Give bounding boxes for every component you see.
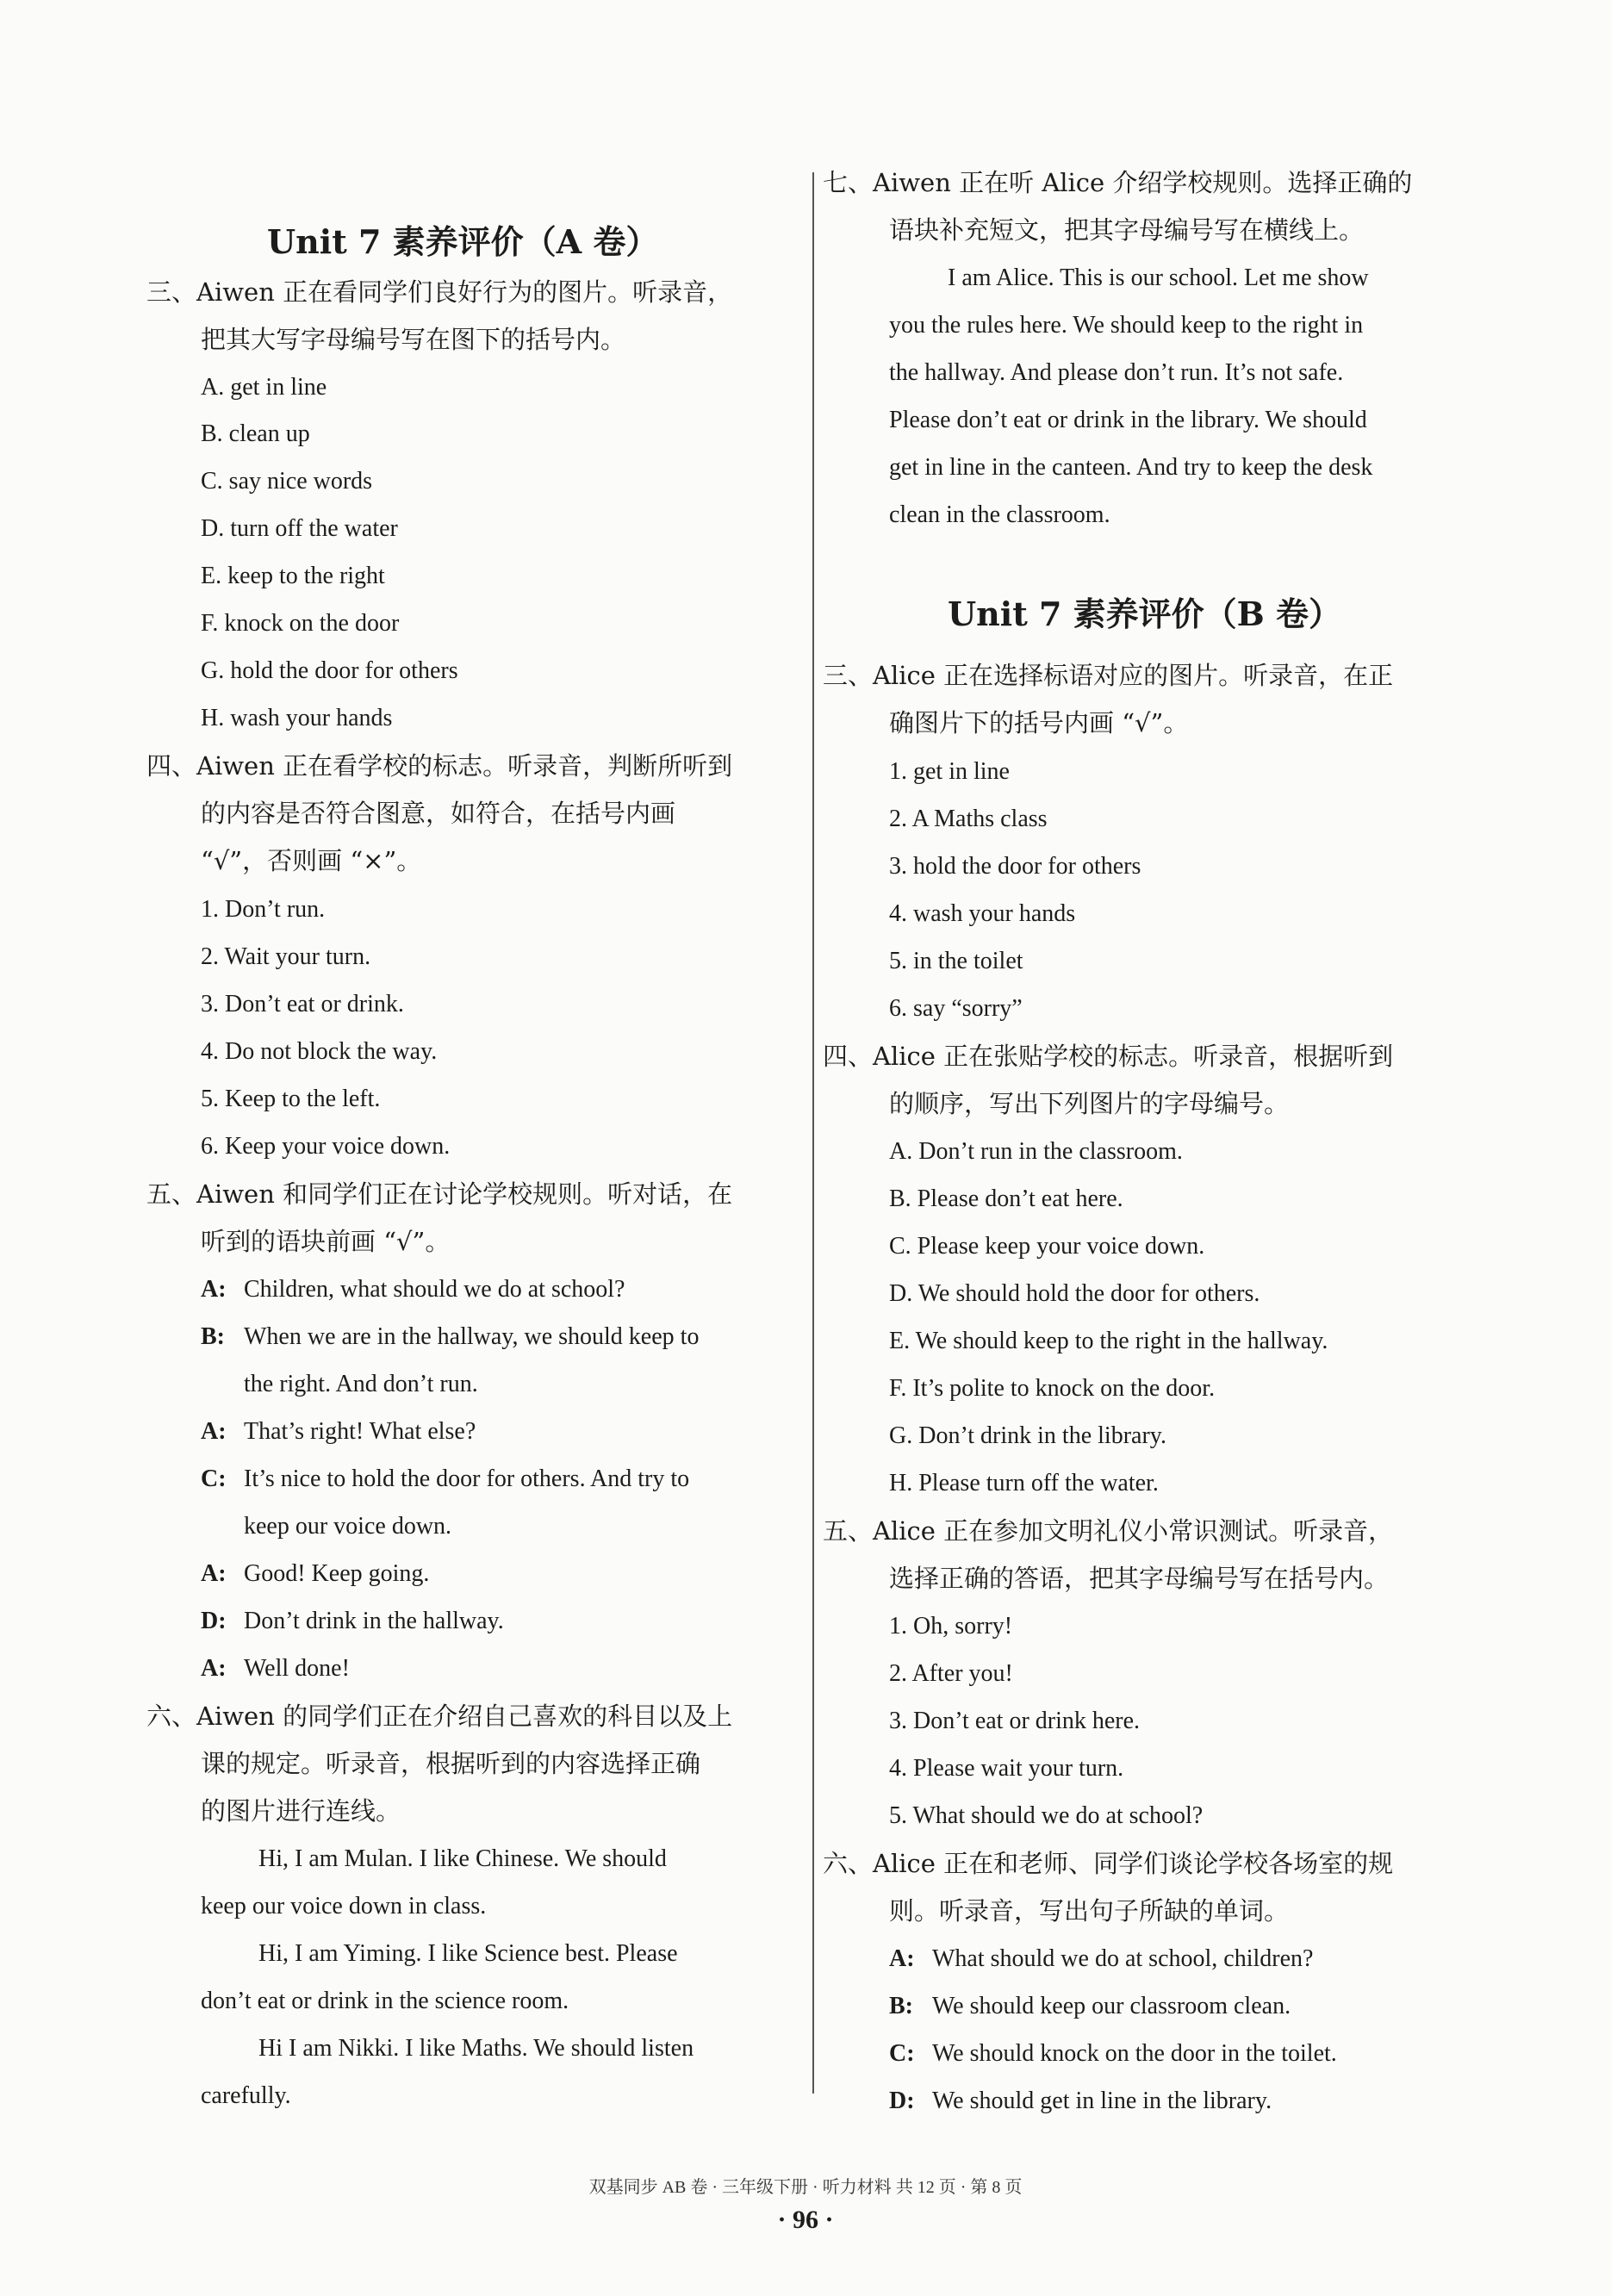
left-text-line: [201, 898, 325, 922]
right-text-line: [823, 1516, 1394, 1546]
right-text-line: [889, 361, 1343, 385]
left-text-line: [201, 1040, 437, 1064]
line-text: Hi, I am Mulan. I like Chinese. We should: [258, 1845, 667, 1872]
speaker-label: A:: [201, 1276, 227, 1303]
line-text: 6. say “sorry”: [889, 995, 1023, 1022]
right-text-line: [889, 1896, 1290, 1926]
right-text-line: [889, 1089, 1290, 1118]
line-text: F. It’s polite to knock on the door.: [889, 1375, 1216, 1402]
left-text-line: [258, 2037, 694, 2061]
right-text-line: [889, 1329, 1328, 1353]
line-text: don’t eat or drink in the science room.: [201, 1988, 569, 2014]
speaker-label: C:: [889, 2040, 915, 2067]
line-text: “√”，否则画 “×”。: [201, 846, 422, 875]
right-text-line: [889, 807, 1048, 831]
line-text: G. hold the door for others: [201, 657, 458, 684]
right-text-line: [889, 2042, 1337, 2066]
line-text: C. Please keep your voice down.: [889, 1233, 1205, 1260]
right-text-line: [889, 1472, 1159, 1496]
right-text-line: [889, 1282, 1260, 1306]
right-text-line: [889, 1804, 1203, 1828]
line-text: 4. Please wait your turn.: [889, 1755, 1124, 1782]
right-text-line: [889, 2089, 1272, 2113]
left-text-line: [201, 1278, 625, 1302]
left-text-line: [201, 1796, 401, 1826]
line-text: F. knock on the door: [201, 610, 400, 637]
line-text: keep our voice down in class.: [201, 1893, 487, 1920]
line-text: Please don’t eat or drink in the library. We should: [889, 407, 1367, 433]
left-text-line: [201, 1087, 380, 1111]
line-text: the hallway. And please don’t run. It’s not safe.: [889, 359, 1344, 386]
line-text: Children, what should we do at school?: [244, 1276, 625, 1303]
right-text-line: [889, 456, 1372, 480]
line-text: H. wash your hands: [201, 705, 393, 731]
line-text: 五、Alice 正在参加文明礼仪小常识测试。听录音，: [823, 1516, 1394, 1546]
line-text: E. keep to the right: [201, 563, 385, 589]
line-text: 三、Aiwen 正在看同学们良好行为的图片。听录音，: [146, 277, 733, 307]
speaker-label: A:: [201, 1418, 227, 1445]
left-text-line: [244, 1515, 451, 1539]
line-text: D. We should hold the door for others.: [889, 1280, 1260, 1307]
left-text-line: [201, 2084, 291, 2108]
left-text-line: [201, 706, 392, 731]
line-text: Good! Keep going.: [244, 1560, 430, 1587]
line-text: get in line in the canteen. And try to keep the desk: [889, 454, 1373, 481]
line-text: clean in the classroom.: [889, 501, 1110, 528]
left-text-line: [201, 1135, 450, 1159]
line-text: 课的规定。听录音，根据听到的内容选择正确: [201, 1749, 701, 1778]
right-text-line: [823, 663, 1393, 688]
line-text: 1. get in line: [889, 758, 1010, 785]
speaker-label: B:: [201, 1323, 225, 1350]
line-text: 4. Do not block the way.: [201, 1038, 438, 1065]
column-divider: [812, 172, 814, 2094]
right-text-line: [889, 997, 1023, 1021]
left-text-line: [201, 1657, 350, 1681]
line-text: It’s nice to hold the door for others. And try to: [244, 1465, 690, 1492]
line-text: 语块补充短文，把其字母编号写在横线上。: [889, 215, 1365, 245]
left-text-line: [201, 1420, 476, 1444]
line-text: 把其大写字母编号写在图下的括号内。: [201, 325, 626, 354]
line-text: 七、Aiwen 正在听 Alice 介绍学校规则。选择正确的: [823, 168, 1413, 197]
line-text: E. We should keep to the right in the hallway.: [889, 1328, 1328, 1354]
right-text-line: [823, 168, 1413, 197]
left-text-line: [201, 801, 675, 826]
line-text: 五、Aiwen 和同学们正在讨论学校规则。听对话，在: [146, 1179, 733, 1209]
left-text-line: [201, 327, 625, 352]
line-text: 则。听录音，写出句子所缺的单词。: [889, 1896, 1290, 1926]
line-text: When we are in the hallway, we should keep to: [244, 1323, 700, 1350]
left-text-line: [201, 1562, 429, 1586]
left-text-line: [201, 1325, 699, 1349]
right-text-line: [889, 760, 1010, 784]
line-text: 六、Alice 正在和老师、同学们谈论学校各场室的规: [823, 1849, 1394, 1878]
line-text: B. clean up: [201, 420, 310, 447]
line-text: 三、Alice 正在选择标语对应的图片。听录音，在正: [823, 661, 1394, 690]
line-text: 选择正确的答语，把其字母编号写在括号内。: [889, 1564, 1390, 1593]
right-text-line: [948, 266, 1369, 290]
right-text-line: [889, 902, 1075, 926]
left-text-line: [201, 422, 310, 446]
line-text: I am Alice. This is our school. Let me show: [948, 264, 1369, 291]
right-text-line: [889, 1709, 1140, 1733]
line-text: 3. hold the door for others: [889, 853, 1141, 880]
left-text-line: [146, 1704, 732, 1729]
left-text-line: [201, 564, 385, 588]
speaker-label: A:: [201, 1655, 227, 1682]
left-text-line: [146, 1179, 733, 1209]
line-text: 听到的语块前画 “√”。: [201, 1227, 451, 1256]
line-text: Hi, I am Yiming. I like Science best. Please: [258, 1940, 678, 1967]
speaker-label: C:: [201, 1465, 227, 1492]
left-text-line: [201, 612, 399, 636]
right-text-line: [889, 1424, 1166, 1448]
right-text-line: [889, 314, 1363, 338]
unit-title-b: Unit 7 素养评价（B 卷）: [948, 594, 1342, 633]
right-text-line: [889, 1187, 1123, 1211]
right-text-line: [889, 503, 1110, 527]
line-text: We should keep our classroom clean.: [932, 1993, 1291, 2019]
line-text: 5. in the toilet: [889, 948, 1023, 974]
left-text-line: [201, 1895, 486, 1919]
left-text-line: [201, 1749, 701, 1778]
right-text-line: [889, 708, 1189, 737]
line-text: A. get in line: [201, 374, 327, 401]
left-text-line: [201, 659, 458, 683]
right-text-line: [889, 1566, 1389, 1591]
left-text-line: [146, 751, 733, 781]
line-text: 5. Keep to the left.: [201, 1086, 381, 1112]
line-text: That’s right! What else?: [244, 1418, 476, 1445]
line-text: C. say nice words: [201, 468, 373, 495]
speaker-label: D:: [201, 1608, 227, 1634]
line-text: 5. What should we do at school?: [889, 1802, 1204, 1829]
unit-title-a: Unit 7 素养评价（A 卷）: [267, 222, 659, 261]
right-text-line: [889, 1377, 1215, 1401]
line-text: 确图片下的括号内画 “√”。: [889, 708, 1189, 737]
left-text-line: [201, 992, 404, 1017]
left-text-line: [146, 277, 733, 307]
line-text: 四、Alice 正在张贴学校的标志。听录音，根据听到: [823, 1042, 1394, 1071]
page-number: · 96 ·: [777, 2206, 834, 2234]
speaker-label: A:: [889, 1945, 915, 1972]
right-text-line: [889, 855, 1141, 879]
line-text: 6. Keep your voice down.: [201, 1133, 451, 1160]
left-text-line: [258, 1942, 678, 1966]
line-text: 四、Aiwen 正在看学校的标志。听录音，判断所听到: [146, 751, 733, 781]
speaker-label: B:: [889, 1993, 913, 2019]
right-text-line: [889, 1994, 1291, 2019]
line-text: the right. And don’t run.: [244, 1371, 478, 1397]
right-text-line: [889, 1757, 1123, 1781]
line-text: We should get in line in the library.: [932, 2088, 1272, 2114]
line-text: A. Don’t run in the classroom.: [889, 1138, 1183, 1165]
line-text: B. Please don’t eat here.: [889, 1185, 1123, 1212]
line-text: We should knock on the door in the toilet.: [932, 2040, 1337, 2067]
line-text: 2. Wait your turn.: [201, 943, 371, 970]
line-text: Don’t drink in the hallway.: [244, 1608, 504, 1634]
left-text-line: [201, 1229, 450, 1254]
line-text: Hi I am Nikki. I like Maths. We should listen: [258, 2035, 694, 2062]
line-text: 2. After you!: [889, 1660, 1013, 1687]
line-text: 3. Don’t eat or drink here.: [889, 1708, 1141, 1734]
right-text-line: [889, 1140, 1183, 1164]
line-text: 1. Don’t run.: [201, 896, 326, 923]
line-text: carefully.: [201, 2082, 291, 2109]
right-text-line: [823, 1851, 1393, 1876]
page-footer: 双基同步 AB 卷 · 三年级下册 · 听力材料 共 12 页 · 第 8 页: [588, 2178, 1023, 2197]
line-text: 1. Oh, sorry!: [889, 1613, 1013, 1640]
left-text-line: [258, 1847, 667, 1871]
right-text-line: [889, 408, 1367, 432]
line-text: 3. Don’t eat or drink.: [201, 991, 404, 1017]
line-text: 4. wash your hands: [889, 900, 1076, 927]
speaker-label: D:: [889, 2088, 915, 2114]
left-text-line: [201, 945, 370, 969]
line-text: 六、Aiwen 的同学们正在介绍自己喜欢的科目以及上: [146, 1702, 733, 1731]
left-text-line: [201, 1989, 569, 2013]
right-text-line: [889, 215, 1365, 245]
left-text-line: [201, 846, 422, 875]
right-text-line: [823, 1044, 1393, 1069]
left-text-line: [201, 470, 372, 494]
speaker-label: A:: [201, 1560, 227, 1587]
line-text: keep our voice down.: [244, 1513, 452, 1540]
left-text-line: [201, 1609, 504, 1633]
right-text-line: [889, 949, 1023, 974]
right-text-line: [889, 1947, 1313, 1971]
line-text: What should we do at school, children?: [932, 1945, 1314, 1972]
left-text-line: [201, 376, 327, 400]
right-text-line: [889, 1615, 1012, 1639]
right-text-line: [889, 1235, 1204, 1259]
line-text: 的图片进行连线。: [201, 1796, 401, 1826]
line-text: Well done!: [244, 1655, 350, 1682]
line-text: 的顺序，写出下列图片的字母编号。: [889, 1089, 1290, 1118]
line-text: G. Don’t drink in the library.: [889, 1422, 1166, 1449]
line-text: 的内容是否符合图意，如符合，在括号内画: [201, 799, 676, 828]
left-text-line: [201, 1467, 689, 1491]
line-text: H. Please turn off the water.: [889, 1470, 1159, 1496]
line-text: 2. A Maths class: [889, 806, 1048, 832]
right-text-line: [889, 1662, 1013, 1686]
line-text: you the rules here. We should keep to the right in: [889, 312, 1364, 339]
line-text: D. turn off the water: [201, 515, 398, 542]
left-text-line: [244, 1372, 478, 1397]
left-text-line: [201, 517, 398, 541]
